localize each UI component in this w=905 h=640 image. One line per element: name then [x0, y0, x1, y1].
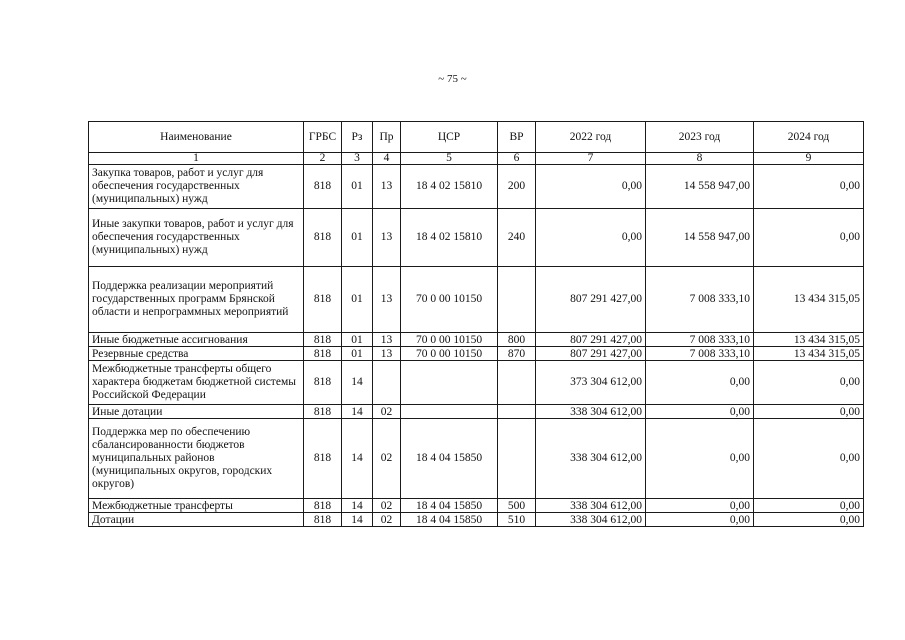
row-2024: 0,00: [754, 419, 864, 499]
row-2023: 0,00: [646, 499, 754, 513]
row-pr: 13: [373, 165, 401, 209]
row-grbs: 818: [304, 267, 342, 333]
table-row: [89, 361, 864, 405]
row-2024: 13 434 315,05: [754, 333, 864, 347]
row-2023: 0,00: [646, 361, 754, 405]
table-row: [89, 165, 864, 209]
header-name: Наименование: [89, 122, 304, 153]
row-pr: 13: [373, 209, 401, 267]
row-rz: 01: [342, 165, 373, 209]
row-pr: 02: [373, 419, 401, 499]
row-2022: 807 291 427,00: [536, 267, 646, 333]
row-rz: 01: [342, 333, 373, 347]
row-vr: 500: [498, 499, 536, 513]
row-2022: 0,00: [536, 209, 646, 267]
row-2023: 7 008 333,10: [646, 333, 754, 347]
col-number: 2: [304, 153, 342, 165]
col-number: 7: [536, 153, 646, 165]
row-vr: [498, 361, 536, 405]
table-row: [89, 267, 864, 333]
row-grbs: 818: [304, 165, 342, 209]
row-pr: 02: [373, 405, 401, 419]
row-pr: 13: [373, 347, 401, 361]
row-2023: 0,00: [646, 513, 754, 527]
row-vr: 800: [498, 333, 536, 347]
col-number: 3: [342, 153, 373, 165]
row-vr: [498, 405, 536, 419]
header-2024: 2024 год: [754, 122, 864, 153]
row-csr: [401, 405, 498, 419]
row-name: Иные закупки товаров, работ и услуг для обеспечения государственных (муниципальных) нужд: [89, 209, 304, 267]
row-vr: 510: [498, 513, 536, 527]
row-2024: 0,00: [754, 361, 864, 405]
header-pr: Пр: [373, 122, 401, 153]
row-2022: 338 304 612,00: [536, 405, 646, 419]
header-csr: ЦСР: [401, 122, 498, 153]
table-row: [89, 499, 864, 513]
row-pr: 13: [373, 333, 401, 347]
row-csr: 70 0 00 10150: [401, 347, 498, 361]
row-grbs: 818: [304, 499, 342, 513]
row-csr: 18 4 04 15850: [401, 499, 498, 513]
row-2023: 14 558 947,00: [646, 165, 754, 209]
row-name: Иные бюджетные ассигнования: [89, 333, 304, 347]
row-rz: 14: [342, 513, 373, 527]
row-csr: 18 4 04 15850: [401, 513, 498, 527]
row-csr: [401, 361, 498, 405]
row-2024: 0,00: [754, 405, 864, 419]
row-2024: 0,00: [754, 499, 864, 513]
row-csr: 70 0 00 10150: [401, 267, 498, 333]
table-row: [89, 209, 864, 267]
row-csr: 70 0 00 10150: [401, 333, 498, 347]
row-vr: 200: [498, 165, 536, 209]
row-csr: 18 4 02 15810: [401, 209, 498, 267]
row-2024: 0,00: [754, 209, 864, 267]
budget-table: [88, 121, 864, 527]
row-csr: 18 4 02 15810: [401, 165, 498, 209]
row-rz: 01: [342, 209, 373, 267]
row-2024: 0,00: [754, 165, 864, 209]
row-grbs: 818: [304, 513, 342, 527]
row-2024: 0,00: [754, 513, 864, 527]
row-pr: 02: [373, 499, 401, 513]
row-2024: 13 434 315,05: [754, 347, 864, 361]
row-vr: 240: [498, 209, 536, 267]
row-2022: 807 291 427,00: [536, 333, 646, 347]
header-row: [89, 122, 864, 153]
col-number: 5: [401, 153, 498, 165]
col-number: 1: [89, 153, 304, 165]
row-name: Межбюджетные трансферты общего характера бюджетам бюджетной системы Российской Федерации: [89, 361, 304, 405]
row-2023: 0,00: [646, 405, 754, 419]
header-vr: ВР: [498, 122, 536, 153]
row-2023: 0,00: [646, 419, 754, 499]
row-rz: 14: [342, 499, 373, 513]
row-grbs: 818: [304, 209, 342, 267]
header-grbs: ГРБС: [304, 122, 342, 153]
row-pr: 13: [373, 267, 401, 333]
row-2022: 338 304 612,00: [536, 499, 646, 513]
row-vr: [498, 419, 536, 499]
col-number: 6: [498, 153, 536, 165]
row-grbs: 818: [304, 333, 342, 347]
row-2024: 13 434 315,05: [754, 267, 864, 333]
col-number: 9: [754, 153, 864, 165]
row-2023: 7 008 333,10: [646, 347, 754, 361]
row-2022: 373 304 612,00: [536, 361, 646, 405]
row-grbs: 818: [304, 419, 342, 499]
row-vr: [498, 267, 536, 333]
row-rz: 14: [342, 405, 373, 419]
row-grbs: 818: [304, 405, 342, 419]
row-2022: 338 304 612,00: [536, 419, 646, 499]
row-csr: 18 4 04 15850: [401, 419, 498, 499]
row-rz: 14: [342, 361, 373, 405]
table-row: [89, 405, 864, 419]
row-name: Резервные средства: [89, 347, 304, 361]
row-2023: 7 008 333,10: [646, 267, 754, 333]
table-row: [89, 419, 864, 499]
row-2022: 0,00: [536, 165, 646, 209]
page-number: ~ 75 ~: [438, 73, 467, 85]
row-pr: [373, 361, 401, 405]
row-2023: 14 558 947,00: [646, 209, 754, 267]
col-number: 8: [646, 153, 754, 165]
row-name: Закупка товаров, работ и услуг для обеспечения государственных (муниципальных) нужд: [89, 165, 304, 209]
row-grbs: 818: [304, 361, 342, 405]
row-pr: 02: [373, 513, 401, 527]
row-name: Межбюджетные трансферты: [89, 499, 304, 513]
row-name: Поддержка реализации мероприятий государственных программ Брянской области и непрограммных мероприятий: [89, 267, 304, 333]
table-row: [89, 347, 864, 361]
col-number: 4: [373, 153, 401, 165]
row-2022: 338 304 612,00: [536, 513, 646, 527]
row-rz: 14: [342, 419, 373, 499]
row-name: Иные дотации: [89, 405, 304, 419]
row-rz: 01: [342, 267, 373, 333]
column-number-row: [89, 153, 864, 165]
row-name: Дотации: [89, 513, 304, 527]
row-2022: 807 291 427,00: [536, 347, 646, 361]
header-2022: 2022 год: [536, 122, 646, 153]
row-vr: 870: [498, 347, 536, 361]
table-row: [89, 333, 864, 347]
table-row: [89, 513, 864, 527]
row-name: Поддержка мер по обеспечению сбалансированности бюджетов муниципальных районов (муниципальных округов, городских округов): [89, 419, 304, 499]
header-2023: 2023 год: [646, 122, 754, 153]
row-rz: 01: [342, 347, 373, 361]
row-grbs: 818: [304, 347, 342, 361]
header-rz: Рз: [342, 122, 373, 153]
